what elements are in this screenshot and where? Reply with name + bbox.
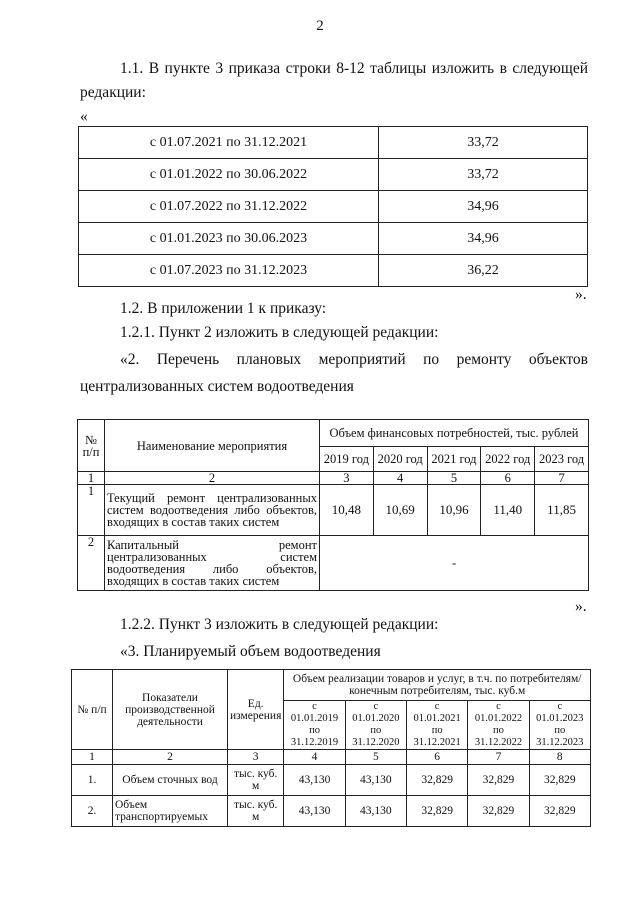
value-cell: 10,96 <box>427 485 481 536</box>
header-year: 2022 год <box>481 447 535 472</box>
index-cell: 5 <box>427 472 481 485</box>
paragraph-3: 1.2.1. Пункт 2 изложить в следующей редакции: <box>120 324 439 341</box>
value-cell: 34,96 <box>379 191 588 223</box>
header-num: № п/п <box>72 670 113 750</box>
wastewater-volume-table <box>71 669 591 827</box>
value-cell: 32,829 <box>529 796 590 827</box>
header-name: Наименование мероприятия <box>105 420 320 472</box>
paragraph-6: «3. Планируемый объем водоотведения <box>120 643 381 660</box>
period-cell: с 01.07.2021 по 31.12.2021 <box>79 127 379 159</box>
tariff-table <box>78 126 588 287</box>
close-quote-2: ». <box>575 598 587 615</box>
header-period: с 01.01.2022 по 31.12.2022 <box>468 701 529 750</box>
period-cell: с 01.01.2022 по 30.06.2022 <box>79 159 379 191</box>
table-row <box>79 127 588 159</box>
paragraph-2: 1.2. В приложении 1 к приказу: <box>120 300 327 317</box>
header-year: 2019 год <box>320 447 374 472</box>
header-year: 2023 год <box>535 447 589 472</box>
value-cell: 43,130 <box>345 796 406 827</box>
row-num: 2 <box>78 536 105 591</box>
table-row <box>79 255 588 287</box>
index-cell: 4 <box>284 750 345 765</box>
index-cell: 2 <box>105 472 320 485</box>
table-row <box>72 765 591 796</box>
row-unit: тыс. куб. м <box>228 796 284 827</box>
index-cell: 6 <box>481 472 535 485</box>
value-cell: 32,829 <box>406 796 467 827</box>
value-cell: 11,85 <box>535 485 589 536</box>
header-period: с 01.01.2023 по 31.12.2023 <box>529 701 590 750</box>
header-indicator: Показатели производственной деятельности <box>113 670 228 750</box>
header-year: 2021 год <box>427 447 481 472</box>
table-row <box>79 223 588 255</box>
row-num: 1. <box>72 765 113 796</box>
value-cell: 32,829 <box>468 765 529 796</box>
header-volume: Объем реализации товаров и услуг, в т.ч. по потребителям/ конечным потребителям, тыс. куб.м <box>284 670 591 701</box>
index-cell: 1 <box>78 472 105 485</box>
table-row <box>78 485 589 536</box>
period-cell: с 01.01.2023 по 30.06.2023 <box>79 223 379 255</box>
table-row <box>78 536 589 591</box>
index-cell: 1 <box>72 750 113 765</box>
paragraph-4-line-1: «2. Перечень плановых мероприятий по ремонту объектов <box>120 351 588 368</box>
row-name: Объем сточных вод <box>113 765 228 796</box>
row-name: Капитальный ремонт централизованных систем водоотведения либо объектов, входящих в состав таких систем <box>105 536 320 591</box>
row-num: 2. <box>72 796 113 827</box>
row-unit: тыс. куб. м <box>228 765 284 796</box>
page-number: 2 <box>316 18 324 34</box>
row-name: Объем транспортируемых <box>113 796 228 827</box>
paragraph-1-line-1: 1.1. В пункте 3 приказа строки 8-12 таблицы изложить в следующей <box>120 60 588 77</box>
value-cell: 10,69 <box>373 485 427 536</box>
table-row <box>79 191 588 223</box>
value-cell: 33,72 <box>379 127 588 159</box>
value-cell: 43,130 <box>284 796 345 827</box>
open-quote: « <box>80 108 88 125</box>
value-cell: 43,130 <box>284 765 345 796</box>
index-cell: 2 <box>113 750 228 765</box>
repair-measures-table <box>77 419 589 591</box>
index-cell: 4 <box>373 472 427 485</box>
index-cell: 6 <box>406 750 467 765</box>
paragraph-5: 1.2.2. Пункт 3 изложить в следующей редакции: <box>120 616 439 633</box>
dash-cell: - <box>320 536 589 591</box>
value-cell: 43,130 <box>345 765 406 796</box>
header-unit: Ед. измерения <box>228 670 284 750</box>
index-cell: 3 <box>228 750 284 765</box>
value-cell: 32,829 <box>406 765 467 796</box>
value-cell: 33,72 <box>379 159 588 191</box>
index-cell: 3 <box>320 472 374 485</box>
index-cell: 8 <box>529 750 590 765</box>
header-period: с 01.01.2020 по 31.12.2020 <box>345 701 406 750</box>
row-num: 1 <box>78 485 105 536</box>
period-cell: с 01.07.2023 по 31.12.2023 <box>79 255 379 287</box>
value-cell: 10,48 <box>320 485 374 536</box>
row-name: Текущий ремонт централизованных систем водоотведения либо объектов, входящих в состав таких систем <box>105 485 320 536</box>
value-cell: 32,829 <box>529 765 590 796</box>
header-num: № п/п <box>78 420 105 472</box>
header-period: с 01.01.2021 по 31.12.2021 <box>406 701 467 750</box>
paragraph-1-line-2: редакции: <box>80 84 146 101</box>
index-cell: 7 <box>535 472 589 485</box>
value-cell: 32,829 <box>468 796 529 827</box>
index-cell: 5 <box>345 750 406 765</box>
value-cell: 34,96 <box>379 223 588 255</box>
table-row <box>72 796 591 827</box>
header-volume: Объем финансовых потребностей, тыс. рублей <box>320 420 589 447</box>
paragraph-4-line-2: централизованных систем водоотведения <box>80 378 354 395</box>
header-period: с 01.01.2019 по 31.12.2019 <box>284 701 345 750</box>
header-year: 2020 год <box>373 447 427 472</box>
table-row <box>79 159 588 191</box>
close-quote: ». <box>575 286 587 303</box>
index-cell: 7 <box>468 750 529 765</box>
value-cell: 11,40 <box>481 485 535 536</box>
period-cell: с 01.07.2022 по 31.12.2022 <box>79 191 379 223</box>
value-cell: 36,22 <box>379 255 588 287</box>
